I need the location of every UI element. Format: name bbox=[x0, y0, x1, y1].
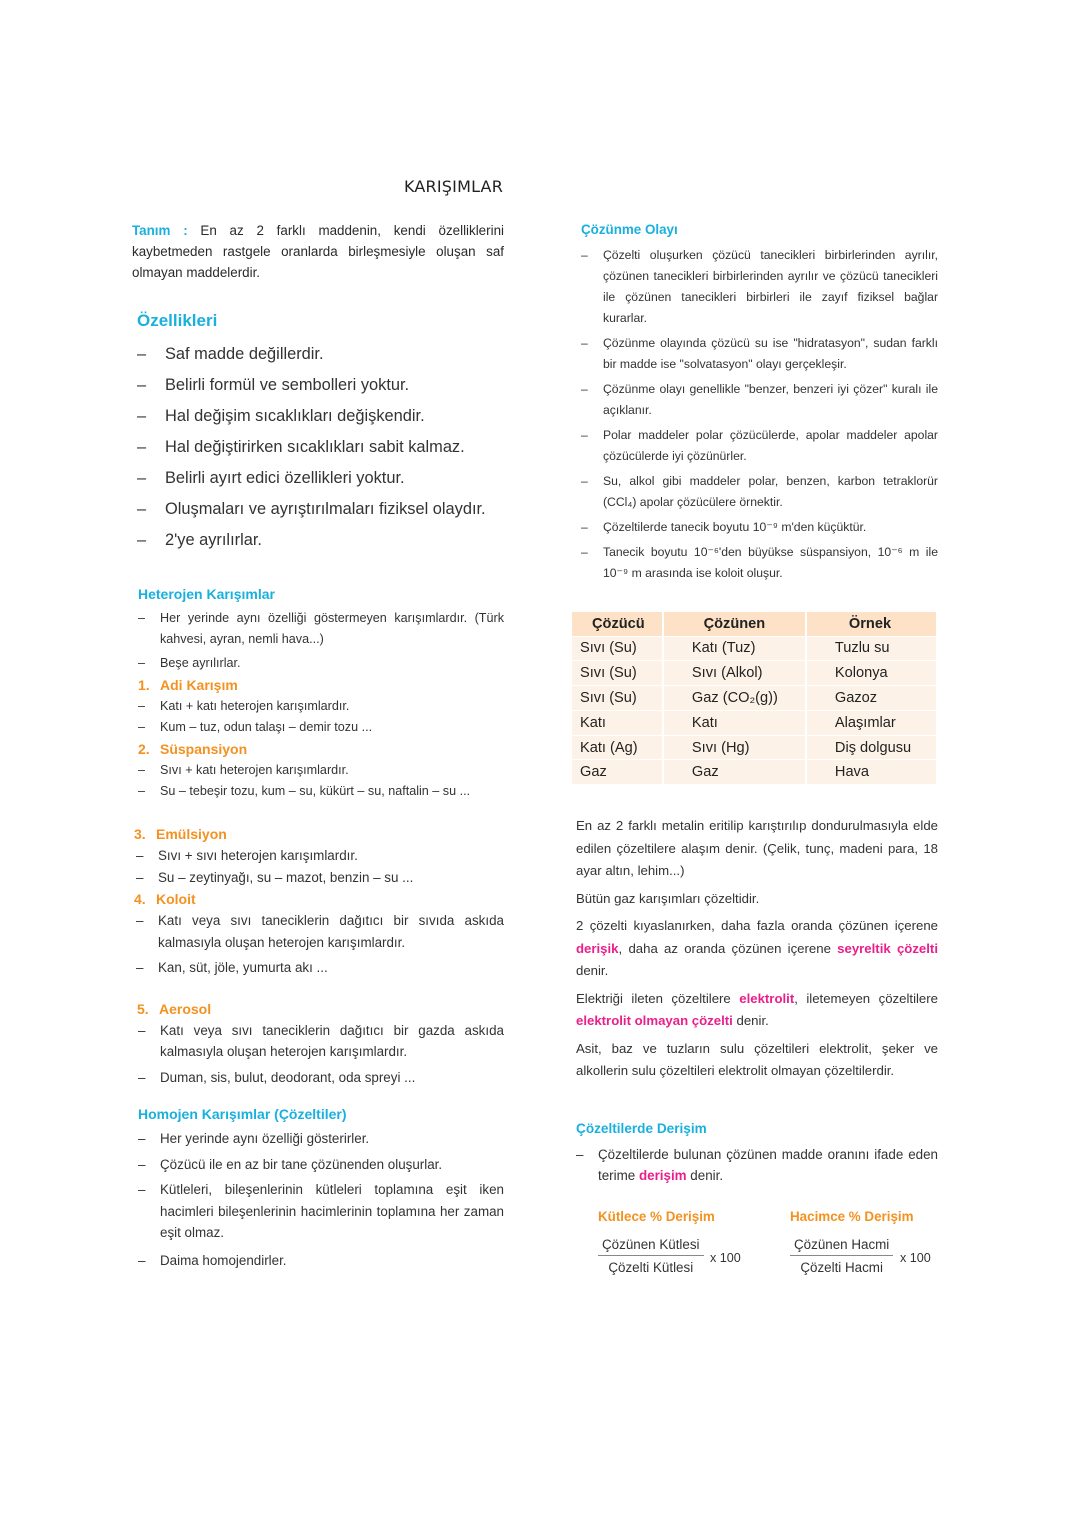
table-cell: Gaz bbox=[572, 760, 663, 785]
highlight-term: seyreltik çözelti bbox=[837, 940, 938, 956]
dissolution-heading: Çözünme Olayı bbox=[581, 222, 678, 237]
table-row bbox=[572, 661, 937, 686]
table-header: Örnek bbox=[806, 612, 937, 636]
list-item: – Duman, sis, bulut, deodorant, oda spreyi ... bbox=[138, 1067, 504, 1089]
table-cell: Sıvı (Su) bbox=[572, 661, 663, 686]
table-cell: Katı (Tuz) bbox=[663, 636, 806, 661]
heterogeneous-heading: Heterojen Karışımlar bbox=[138, 586, 275, 602]
right-column bbox=[576, 222, 938, 1279]
homogeneous-list bbox=[138, 1128, 504, 1271]
list-item: – Hal değişim sıcaklıkları değişkendir. bbox=[137, 401, 504, 432]
list-item: – Çözelti oluşurken çözücü tanecikleri birbirlerinden ayrılır, çözünen tanecikleri birbirlerinden ayrılır ve çözücü tanecikleri ile çözünen tanecikleri birbirleri ile zayıf fiziksel bağlar kurarlar. bbox=[581, 245, 938, 329]
list-item: – Belirli formül ve sembolleri yoktur. bbox=[137, 370, 504, 401]
formula-title: Hacimce % Derişim bbox=[790, 1208, 914, 1224]
list-item: – Çözeltilerde bulunan çözünen madde oranını ifade eden terime derişim denir. bbox=[576, 1144, 938, 1187]
homogeneous-heading: Homojen Karışımlar (Çözeltiler) bbox=[138, 1106, 347, 1122]
table-cell: Hava bbox=[806, 760, 937, 785]
volume-fraction bbox=[790, 1237, 893, 1275]
table-cell: Katı bbox=[663, 710, 806, 735]
table-cell: Kolonya bbox=[806, 661, 937, 686]
multiplier: x 100 bbox=[900, 1250, 931, 1265]
denominator: Çözelti Kütlesi bbox=[608, 1259, 694, 1275]
heterogeneous-list bbox=[138, 608, 504, 674]
type-heading: 4. Koloit bbox=[134, 891, 196, 907]
list-item: – Her yerinde aynı özelliği göstermeyen karışımlardır. (Türk kahvesi, ayran, nemli hava...) bbox=[138, 608, 504, 650]
notes-block bbox=[576, 815, 938, 1083]
numerator: Çözünen Hacmi bbox=[790, 1237, 893, 1256]
list-item: – Daima homojendirler. bbox=[138, 1250, 504, 1272]
highlight-term: elektrolit bbox=[739, 990, 795, 1006]
table-cell: Diş dolgusu bbox=[806, 735, 937, 760]
table-cell: Sıvı (Alkol) bbox=[663, 661, 806, 686]
type-heading: 5. Aerosol bbox=[137, 1000, 212, 1017]
table-cell: Katı bbox=[572, 710, 663, 735]
concentration-list bbox=[576, 1144, 938, 1187]
dissolution-list bbox=[581, 245, 938, 584]
list-item: – Saf madde değillerdir. bbox=[137, 339, 504, 370]
list-item: – Tanecik boyutu 10⁻⁶'den büyükse süspansiyon, 10⁻⁶ m ile 10⁻⁹ m arasında ise koloit oluşur. bbox=[581, 542, 938, 584]
type-list bbox=[138, 696, 504, 738]
left-column bbox=[132, 220, 504, 1271]
concentration-section bbox=[576, 1121, 938, 1279]
formulas bbox=[576, 1209, 938, 1279]
table-cell: Alaşımlar bbox=[806, 710, 937, 735]
list-item: – Her yerinde aynı özelliği gösterirler. bbox=[138, 1128, 504, 1150]
definition-text: En az 2 farklı maddenin, kendi özelliklerini kaybetmeden rastgele oranlarda birleşmesiyle oluşan saf olmayan maddelerdir. bbox=[132, 223, 504, 280]
list-item: – Beşe ayrılırlar. bbox=[138, 653, 504, 674]
table-cell: Gaz bbox=[663, 760, 806, 785]
table-row bbox=[572, 686, 937, 711]
list-item: – Kum – tuz, odun talaşı – demir tozu ... bbox=[138, 717, 504, 738]
gas-paragraph: Bütün gaz karışımları çözeltidir. bbox=[576, 890, 760, 906]
type-heading: 1. Adi Karışım bbox=[138, 677, 238, 693]
table-cell: Katı (Ag) bbox=[572, 735, 663, 760]
table-row bbox=[572, 735, 937, 760]
table-header: Çözünen bbox=[663, 612, 806, 636]
table-row bbox=[572, 636, 937, 661]
type-list bbox=[136, 910, 504, 979]
list-item: – Çözünme olayında çözücü su ise "hidratasyon", sudan farklı bir madde ise "solvatasyon" olayı gerçekleşir. bbox=[581, 333, 938, 375]
table-cell: Sıvı (Hg) bbox=[663, 735, 806, 760]
list-item: – Su – tebeşir tozu, kum – su, kükürt – su, naftalin – su ... bbox=[138, 781, 504, 802]
list-item: – Hal değiştirirken sıcaklıkları sabit kalmaz. bbox=[137, 432, 504, 463]
list-item: – Katı + katı heterojen karışımlardır. bbox=[138, 696, 504, 717]
list-item: – Çözücü ile en az bir tane çözünenden oluşurlar. bbox=[138, 1154, 504, 1176]
table-cell: Gaz (CO₂(g)) bbox=[663, 686, 806, 711]
acid-paragraph: Asit, baz ve tuzların sulu çözeltileri elektrolit, şeker ve alkollerin sulu çözeltileri elektrolit olmayan çözeltilerdir. bbox=[576, 1040, 938, 1079]
mixture-table bbox=[572, 612, 938, 785]
properties-list bbox=[137, 339, 504, 556]
formula-title: Kütlece % Derişim bbox=[598, 1208, 715, 1224]
multiplier: x 100 bbox=[710, 1250, 741, 1265]
list-item: – Sıvı + sıvı heterojen karışımlardır. bbox=[136, 845, 504, 867]
list-item: – Belirli ayırt edici özellikleri yoktur. bbox=[137, 463, 504, 494]
alloy-paragraph: En az 2 farklı metalin eritilip karıştırılıp dondurulmasıyla elde edilen çözeltilere alaşım denir. (Çelik, tunç, madeni para, 18 ayar altın, lehim...) bbox=[576, 818, 938, 879]
definition bbox=[132, 220, 504, 283]
list-item: – Polar maddeler polar çözücülerde, apolar maddeler apolar çözücülerde iyi çözünürler. bbox=[581, 425, 938, 467]
table-cell: Tuzlu su bbox=[806, 636, 937, 661]
list-item: – Kütleleri, bileşenlerinin kütleleri toplamına eşit iken hacimleri bileşenlerinin hacimlerinin toplamına her zaman eşit olmaz. bbox=[138, 1179, 504, 1244]
mass-fraction bbox=[598, 1237, 704, 1275]
list-item: – Su – zeytinyağı, su – mazot, benzin – su ... bbox=[136, 867, 504, 889]
table-cell: Sıvı (Su) bbox=[572, 686, 663, 711]
type-heading: 3. Emülsiyon bbox=[134, 826, 227, 842]
highlight-term: derişik bbox=[576, 940, 619, 956]
list-item: – Çözeltilerde tanecik boyutu 10⁻⁹ m'den küçüktür. bbox=[581, 517, 938, 538]
type-list bbox=[138, 1020, 504, 1089]
page-title: KARIŞIMLAR bbox=[404, 177, 504, 196]
table-header-row bbox=[572, 612, 937, 636]
list-item: – Su, alkol gibi maddeler polar, benzen, karbon tetraklorür (CCl₄) apolar çözücülere örnektir. bbox=[581, 471, 938, 513]
list-item: – Oluşmaları ve ayrıştırılmaları fiziksel olaydır. bbox=[137, 494, 504, 525]
type-list bbox=[136, 845, 504, 888]
type-list bbox=[138, 760, 504, 802]
electrolyte-paragraph: Elektriği ileten çözeltilere elektrolit, iletemeyen çözeltilere elektrolit olmayan çözelti denir. bbox=[576, 990, 938, 1029]
properties-heading: Özellikleri bbox=[137, 311, 218, 330]
concentration-heading: Çözeltilerde Derişim bbox=[576, 1120, 707, 1136]
list-item: – Çözünme olayı genellikle "benzer, benzeri iyi çözer" kuralı ile açıklanır. bbox=[581, 379, 938, 421]
mass-percent-formula bbox=[598, 1209, 715, 1224]
volume-percent-formula bbox=[790, 1209, 914, 1224]
definition-label: Tanım : bbox=[132, 223, 188, 238]
numerator: Çözünen Kütlesi bbox=[598, 1237, 704, 1256]
table-row bbox=[572, 760, 937, 785]
list-item: – Kan, süt, jöle, yumurta akı ... bbox=[136, 957, 504, 979]
denominator: Çözelti Hacmi bbox=[800, 1259, 883, 1275]
highlight-term: derişim bbox=[638, 1168, 687, 1184]
list-item: – 2'ye ayrılırlar. bbox=[137, 525, 504, 556]
concentration-paragraph: 2 çözelti kıyaslanırken, daha fazla oranda çözünen içerene derişik, daha az oranda çözünen içerene seyreltik çözelti denir. bbox=[576, 918, 938, 979]
table-row bbox=[572, 710, 937, 735]
table-cell: Sıvı (Su) bbox=[572, 636, 663, 661]
list-item: – Sıvı + katı heterojen karışımlardır. bbox=[138, 760, 504, 781]
list-item: – Katı veya sıvı taneciklerin dağıtıcı bir sıvıda askıda kalmasıyla oluşan heterojen karışımlardır. bbox=[136, 910, 504, 953]
list-item: – Katı veya sıvı taneciklerin dağıtıcı bir gazda askıda kalmasıyla oluşan heterojen karışımlardır. bbox=[138, 1020, 504, 1063]
type-heading: 2. Süspansiyon bbox=[138, 741, 248, 757]
highlight-term: elektrolit olmayan çözelti bbox=[576, 1013, 733, 1029]
table-header: Çözücü bbox=[572, 612, 663, 636]
table-cell: Gazoz bbox=[806, 686, 937, 711]
